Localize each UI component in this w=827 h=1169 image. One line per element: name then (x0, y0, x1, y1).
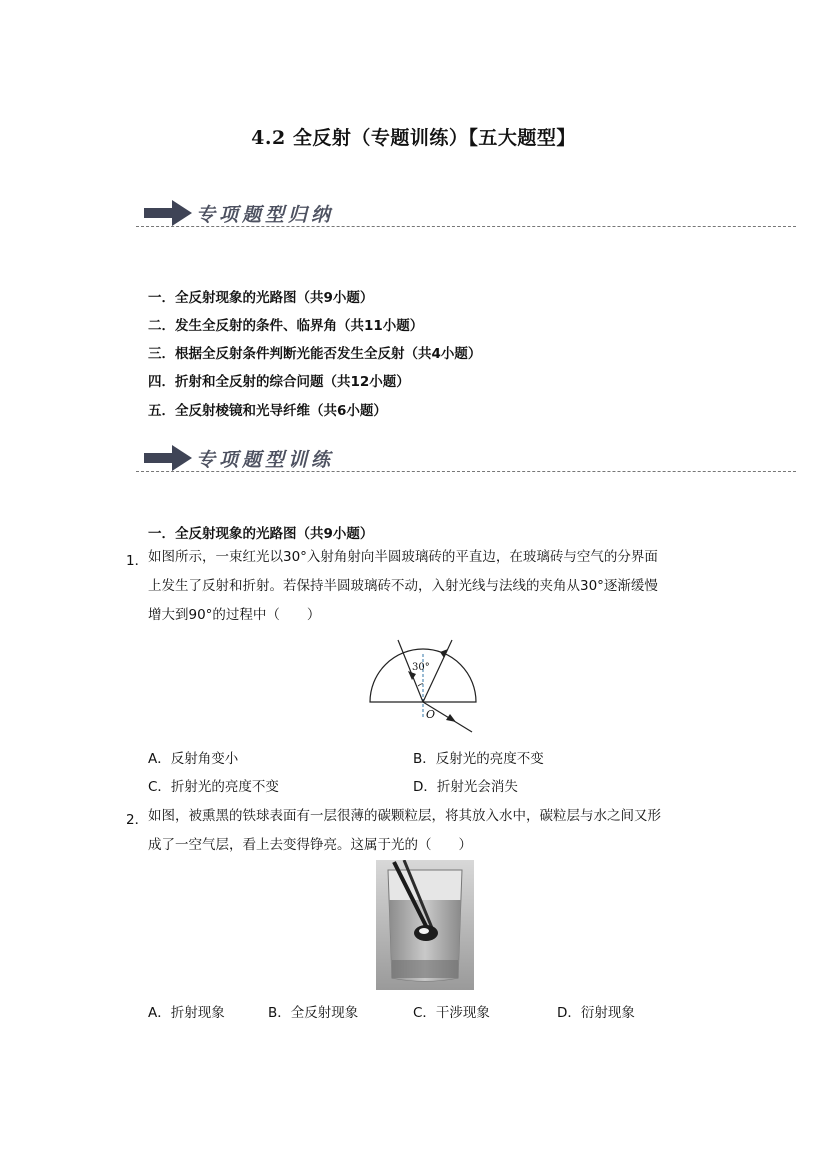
q1-option-d[interactable]: D．折射光会消失 (413, 779, 518, 795)
banner-training-label: 专项题型训练 (196, 449, 335, 471)
banner-training (136, 443, 796, 483)
arrow-right-icon (144, 200, 192, 226)
refracted-arrow (446, 714, 456, 722)
q1-option-a[interactable]: A．反射角变小 (148, 751, 239, 767)
question-1-line-1: 如图所示，一束红光以30°入射角射向半圆玻璃砖的平直边，在玻璃砖与空气的分界面 (148, 549, 658, 565)
q1-option-b[interactable]: B．反射光的亮度不变 (413, 751, 544, 767)
q1-option-c[interactable]: C．折射光的亮度不变 (148, 779, 279, 795)
semicircle-glass-diagram (360, 636, 485, 736)
q2-option-a[interactable]: A．折射现象 (148, 1005, 225, 1021)
q2-option-d[interactable]: D．衍射现象 (557, 1005, 635, 1021)
question-2-number: 2． (126, 812, 149, 828)
banner-summary (136, 198, 796, 238)
banner-summary-label: 专项题型归纳 (196, 204, 335, 226)
toc-item-1: 一．全反射现象的光路图（共9小题） (148, 290, 374, 306)
q2-option-b[interactable]: B．全反射现象 (268, 1005, 359, 1021)
q2-option-c[interactable]: C．干涉现象 (413, 1005, 490, 1021)
glass-water-photo (376, 860, 474, 990)
toc-item-2: 二．发生全反射的条件、临界角（共11小题） (148, 318, 424, 334)
point-o-label: O (426, 708, 436, 721)
banner-training-rule (136, 471, 796, 472)
page-title: 4.2 全反射（专题训练）【五大题型】 (251, 127, 576, 149)
question-1-line-3: 增大到90°的过程中（ ） (148, 607, 321, 623)
toc-item-5: 五．全反射棱镜和光导纤维（共6小题） (148, 403, 387, 419)
toc-item-4: 四．折射和全反射的综合问题（共12小题） (148, 374, 410, 390)
question-2-line-1: 如图，被熏黑的铁球表面有一层很薄的碳颗粒层，将其放入水中，碳粒层与水之间又形 (148, 808, 661, 824)
question-1-number: 1． (126, 553, 149, 569)
arrow-right-icon (144, 445, 192, 471)
banner-summary-rule (136, 226, 796, 227)
angle-arc (418, 684, 423, 686)
glass-base (392, 960, 458, 978)
question-2-line-2: 成了一空气层，看上去变得铮亮。这属于光的（ ） (148, 837, 472, 853)
question-1-line-2: 上发生了反射和折射。若保持半圆玻璃砖不动，入射光线与法线的夹角从30°逐渐缓慢 (148, 578, 658, 594)
section-heading: 一．全反射现象的光路图（共9小题） (148, 526, 374, 542)
angle-label: 30° (412, 662, 430, 673)
reflected-arrow (440, 649, 448, 658)
ball-highlight (419, 928, 429, 934)
toc-item-3: 三．根据全反射条件判断光能否发生全反射（共4小题） (148, 346, 482, 362)
